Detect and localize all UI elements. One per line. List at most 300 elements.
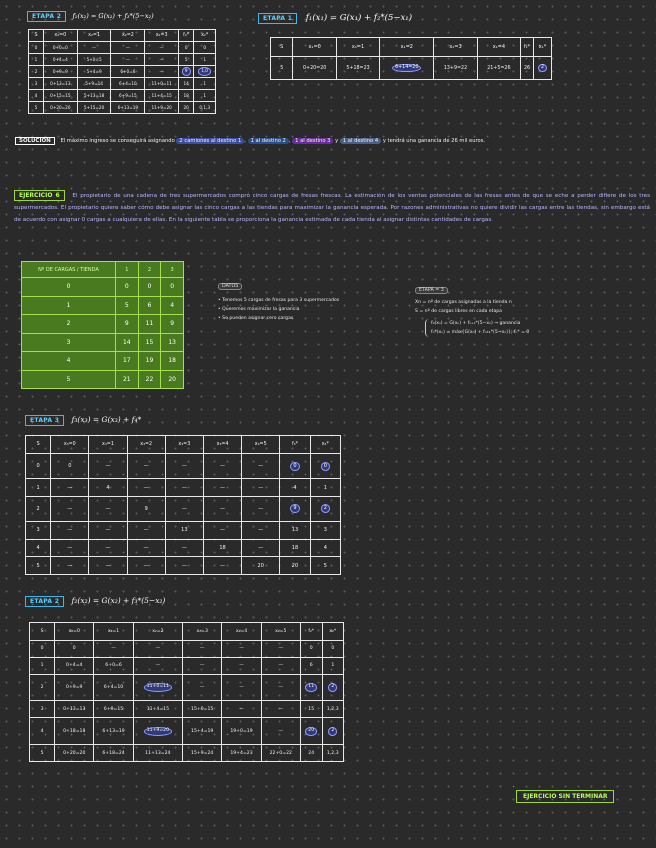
table-cell: 0+15=15 bbox=[43, 90, 77, 102]
table-cell: 11+13=24 bbox=[133, 745, 182, 762]
table-cell: — bbox=[111, 42, 145, 54]
solution-sep: , bbox=[244, 138, 246, 144]
stage-formula: f₃(x₃) = G(x₃) + f₄* bbox=[71, 415, 142, 424]
column-header: 2 bbox=[138, 262, 161, 278]
table-cell: 1 bbox=[310, 479, 340, 497]
table-cell: 13 bbox=[280, 522, 310, 540]
table-cell: — bbox=[89, 496, 127, 521]
table-cell: 2 bbox=[22, 315, 116, 333]
column-header: x₂=2 bbox=[133, 623, 182, 641]
column-header: x₃=3 bbox=[165, 436, 203, 454]
table-cell: — bbox=[145, 66, 179, 78]
table-row bbox=[30, 745, 344, 762]
table-cell: 3 bbox=[310, 522, 340, 540]
note-line: Xn = nº de cargas asignadas a la tienda n bbox=[415, 300, 512, 305]
circled-value: 9 bbox=[290, 504, 299, 513]
column-header: x₂* bbox=[322, 623, 343, 641]
table-cell: — bbox=[222, 641, 261, 658]
table-header-row bbox=[22, 262, 184, 278]
table-cell: 9 bbox=[161, 315, 184, 333]
stage-tag: ETAPA 1 bbox=[258, 13, 297, 24]
table-cell: 11+9=20 bbox=[145, 102, 179, 114]
column-header: f₂* bbox=[179, 30, 194, 42]
table-cell: — bbox=[203, 454, 241, 479]
table-row bbox=[29, 102, 216, 114]
column-header: x₁=0 bbox=[293, 38, 336, 57]
circled-value: 2 bbox=[328, 683, 337, 692]
table-cell: 4 bbox=[29, 90, 44, 102]
table-cell: 19 bbox=[138, 352, 161, 370]
table-cell bbox=[300, 718, 322, 745]
column-header: f₂* bbox=[300, 623, 322, 641]
table-cell: 20 bbox=[280, 557, 310, 575]
table-cell: 6+9=15 bbox=[94, 701, 133, 718]
table-cell: 6 bbox=[300, 657, 322, 674]
column-header: x₂=3 bbox=[183, 623, 222, 641]
circled-value: 2 bbox=[538, 64, 547, 73]
table-cell: 0 bbox=[300, 641, 322, 658]
circled-value: 1,0 bbox=[198, 67, 211, 75]
table-cell: 9 bbox=[127, 496, 165, 521]
column-header: x₂=3 bbox=[145, 30, 179, 42]
table-cell: — bbox=[89, 539, 127, 557]
table-cell: 15+0=15 bbox=[183, 701, 222, 718]
table-cell: — bbox=[127, 454, 165, 479]
column-header: S bbox=[271, 38, 293, 57]
table-cell: — bbox=[127, 522, 165, 540]
table-cell: 20 bbox=[179, 102, 194, 114]
table-cell: 0 bbox=[55, 641, 94, 658]
table-cell: 0+13=13 bbox=[43, 78, 77, 90]
stage2-table bbox=[29, 622, 344, 762]
exercise-paragraph bbox=[14, 190, 650, 226]
circled-value: 9 bbox=[182, 67, 191, 75]
table-cell: 15 bbox=[300, 701, 322, 718]
table-cell: 1,2,3 bbox=[322, 745, 343, 762]
exercise-label: EJERCICIO 6 bbox=[14, 190, 65, 201]
table-cell: — bbox=[165, 496, 203, 521]
table-cell: — bbox=[222, 701, 261, 718]
solution-sep: , bbox=[288, 138, 291, 144]
table-cell: 11+0=11 bbox=[145, 78, 179, 90]
table-cell bbox=[310, 496, 340, 521]
stage2-small-table bbox=[28, 29, 216, 114]
table-row bbox=[29, 42, 216, 54]
table-cell: 6+18=24 bbox=[94, 745, 133, 762]
column-header: 1 bbox=[115, 262, 138, 278]
table-row bbox=[22, 333, 184, 351]
circled-value: 11+9=20 bbox=[144, 727, 172, 736]
table-cell: 13 bbox=[161, 333, 184, 351]
table-cell: 5 bbox=[115, 296, 138, 314]
circled-value: 2 bbox=[321, 504, 330, 513]
table-cell: — bbox=[242, 454, 280, 479]
table-cell: — bbox=[261, 674, 300, 701]
table-row bbox=[30, 701, 344, 718]
table-cell: — bbox=[242, 522, 280, 540]
table-cell: 0+13=13 bbox=[55, 701, 94, 718]
table-cell: — bbox=[242, 496, 280, 521]
table-row bbox=[22, 315, 184, 333]
note-bullet: • Queremos maximizar la ganancia bbox=[218, 307, 300, 312]
table-row bbox=[29, 66, 216, 78]
table-cell: 5+9=14 bbox=[77, 78, 111, 90]
table-cell: 1 bbox=[30, 657, 55, 674]
table-header-row bbox=[26, 436, 341, 454]
notes-lines bbox=[415, 298, 615, 337]
column-header: S bbox=[30, 623, 55, 641]
table-cell: 5+13=18 bbox=[77, 90, 111, 102]
table-cell: — bbox=[183, 657, 222, 674]
table-cell: 5 bbox=[310, 557, 340, 575]
table-cell: 5+15=20 bbox=[77, 102, 111, 114]
table-cell: 22 bbox=[138, 370, 161, 389]
table-cell: — bbox=[242, 539, 280, 557]
table-row bbox=[30, 674, 344, 701]
solution-line bbox=[15, 136, 651, 146]
note-bullet: • Se pueden asignar cero cargas bbox=[218, 316, 294, 321]
table-cell: 26 bbox=[521, 57, 534, 80]
table-cell: 21 bbox=[115, 370, 138, 389]
table-cell: 6+13=19 bbox=[94, 718, 133, 745]
table-cell: 2 bbox=[26, 496, 51, 521]
column-header: x₂=0 bbox=[55, 623, 94, 641]
table-row bbox=[30, 641, 344, 658]
table-cell: 1 bbox=[29, 54, 44, 66]
table-cell: 2 bbox=[29, 66, 44, 78]
table-cell: — bbox=[183, 641, 222, 658]
table-cell: — bbox=[89, 557, 127, 575]
stage-tag: ETAPA 2 bbox=[27, 11, 66, 22]
table-cell: 0+4=4 bbox=[55, 657, 94, 674]
solution-text: El máximo ingreso se conseguirá asignando bbox=[60, 138, 175, 144]
table-cell: 4 bbox=[310, 539, 340, 557]
table-cell: — bbox=[127, 539, 165, 557]
table-cell: — bbox=[165, 539, 203, 557]
table-cell: 19+4=23 bbox=[222, 745, 261, 762]
notes-list bbox=[218, 296, 368, 323]
table-cell: — bbox=[203, 557, 241, 575]
profit-table bbox=[21, 261, 184, 389]
column-header: x₃* bbox=[310, 436, 340, 454]
table-cell bbox=[133, 718, 182, 745]
table-cell: — bbox=[51, 539, 89, 557]
column-header: f₃* bbox=[280, 436, 310, 454]
table-cell: 0 bbox=[29, 42, 44, 54]
table-cell: — bbox=[183, 674, 222, 701]
table-cell: 6+0=6 bbox=[94, 657, 133, 674]
table-cell: — bbox=[203, 479, 241, 497]
table-cell: 19+0=19 bbox=[222, 718, 261, 745]
table-cell: 0+18=18 bbox=[55, 718, 94, 745]
table-cell: 0 bbox=[51, 454, 89, 479]
table-cell bbox=[310, 454, 340, 479]
table-cell: 21+5=26 bbox=[477, 57, 520, 80]
table-cell: 18 bbox=[161, 352, 184, 370]
table-cell: 20 bbox=[242, 557, 280, 575]
table-cell: — bbox=[77, 42, 111, 54]
table-cell: 6+0=6 bbox=[111, 66, 145, 78]
table-cell: 0+9=9 bbox=[55, 674, 94, 701]
table-cell bbox=[194, 66, 216, 78]
table-cell: — bbox=[51, 479, 89, 497]
column-header: S bbox=[26, 436, 51, 454]
table-cell: 0+20=20 bbox=[43, 102, 77, 114]
table-cell: — bbox=[127, 479, 165, 497]
table-cell: 0+0=0 bbox=[43, 42, 77, 54]
column-header: x₂=1 bbox=[94, 623, 133, 641]
table-row bbox=[26, 557, 341, 575]
stage-tag: ETAPA 2 bbox=[25, 596, 64, 607]
table-cell: — bbox=[51, 522, 89, 540]
table-cell: 13+9=22 bbox=[434, 57, 477, 80]
table-cell bbox=[179, 66, 194, 78]
table-cell: — bbox=[89, 454, 127, 479]
table-cell: — bbox=[133, 641, 182, 658]
column-header: S bbox=[29, 30, 44, 42]
table-cell: 5 bbox=[30, 745, 55, 762]
table-cell: 5 bbox=[26, 557, 51, 575]
table-cell: — bbox=[94, 641, 133, 658]
circled-value: 0 bbox=[321, 462, 330, 471]
note-bullet: • Tenemos 5 cargas de fresas para 3 supermercados bbox=[218, 298, 340, 303]
column-header: x₃=0 bbox=[51, 436, 89, 454]
table-row bbox=[22, 278, 184, 296]
stage2-header bbox=[25, 596, 165, 607]
table-cell: 17 bbox=[115, 352, 138, 370]
table-row bbox=[30, 657, 344, 674]
table-cell: 18 bbox=[280, 539, 310, 557]
circled-value: 6+14=20 bbox=[392, 64, 421, 73]
table-row bbox=[26, 479, 341, 497]
table-cell: 24 bbox=[300, 745, 322, 762]
stage3-table bbox=[25, 435, 341, 575]
table-row bbox=[26, 539, 341, 557]
column-header: x₁* bbox=[534, 38, 552, 57]
table-cell: — bbox=[165, 479, 203, 497]
circled-value: 11 bbox=[305, 683, 317, 692]
table-cell bbox=[534, 57, 552, 80]
highlight-destination-3: 1 al destino 3 bbox=[292, 138, 333, 144]
table-cell: 1 bbox=[322, 657, 343, 674]
table-cell: 1 bbox=[194, 54, 216, 66]
table-cell: 4 bbox=[161, 296, 184, 314]
table-cell: 1 bbox=[194, 78, 216, 90]
table-cell: 6+13=19 bbox=[111, 102, 145, 114]
table-cell: — bbox=[111, 54, 145, 66]
table-cell: 0+4=4 bbox=[43, 54, 77, 66]
circled-value: 0 bbox=[290, 462, 299, 471]
column-header: x₂* bbox=[194, 30, 216, 42]
table-cell: 18 bbox=[179, 90, 194, 102]
table-header-row bbox=[29, 30, 216, 42]
table-cell: 1 bbox=[194, 90, 216, 102]
table-header-row bbox=[30, 623, 344, 641]
column-header: 3 bbox=[161, 262, 184, 278]
note-line: fₙ*(xₙ) = máx{G(xₙ) + fₙ₊₁*(5−xₙ)}; fₙ* = 0 bbox=[431, 330, 530, 335]
table-cell: 5+18=23 bbox=[336, 57, 379, 80]
table-cell: — bbox=[261, 718, 300, 745]
table-cell: 1,2,3 bbox=[322, 701, 343, 718]
table-row bbox=[29, 54, 216, 66]
column-header: x₁=2 bbox=[380, 38, 434, 57]
table-cell: 0+9=9 bbox=[43, 66, 77, 78]
table-cell bbox=[133, 674, 182, 701]
stage-formula: f₂(x₂) = G(x₂) + f₃*(5−x₂) bbox=[72, 12, 154, 20]
exercise-block bbox=[14, 190, 650, 226]
solution-label: SOLUCIÓN bbox=[15, 137, 55, 145]
column-header: x₃=1 bbox=[89, 436, 127, 454]
table-row bbox=[29, 78, 216, 90]
table-cell: — bbox=[89, 522, 127, 540]
table-cell: 5 bbox=[271, 57, 293, 80]
table-row bbox=[29, 90, 216, 102]
table-cell: 0 bbox=[322, 641, 343, 658]
table-cell: 13 bbox=[165, 522, 203, 540]
column-header: x₂=5 bbox=[261, 623, 300, 641]
table-cell: 14 bbox=[115, 333, 138, 351]
table-cell: — bbox=[165, 454, 203, 479]
table-cell bbox=[300, 674, 322, 701]
table-cell: 11+4=15 bbox=[145, 90, 179, 102]
circled-value: 2 bbox=[328, 727, 337, 736]
table-cell: 0 bbox=[22, 278, 116, 296]
column-header: x₃=2 bbox=[127, 436, 165, 454]
table-cell: — bbox=[127, 557, 165, 575]
table-cell: 4 bbox=[22, 352, 116, 370]
table-cell: 5 bbox=[29, 102, 44, 114]
table-cell: — bbox=[165, 557, 203, 575]
table-cell: 1 bbox=[26, 479, 51, 497]
table-cell: 0 bbox=[179, 42, 194, 54]
exercise-text: El propietario de una cadena de tres supermercados compró cinco cargas de fresas frescas. La estimación de los ventas potenciales de las fresas antes de que se eche a perder difiere de los tres supermercados. El propietario quiere saber cómo debe asignar las cinco cargas a las tiendas para maximizar la ganancia esperada. Por razones administrativas no quiere dividir las cargas entre las tiendas, sin embargo está de acuerdo con asignar 0 cargas a cualquiera de ellas. En la siguiente tabla se proporciona la ganancia estimada de cada tienda al asignar distintas cantidades de cargas. bbox=[14, 193, 651, 223]
table-row bbox=[26, 454, 341, 479]
table-cell: 15 bbox=[138, 333, 161, 351]
column-header: x₁=1 bbox=[336, 38, 379, 57]
table-cell: 15+9=24 bbox=[183, 745, 222, 762]
table-cell: 18 bbox=[203, 539, 241, 557]
table-cell: 0 bbox=[115, 278, 138, 296]
stage3-header bbox=[25, 415, 141, 426]
table-cell: 4 bbox=[30, 718, 55, 745]
table-cell: 0 bbox=[30, 641, 55, 658]
table-cell: — bbox=[222, 674, 261, 701]
notes-datos bbox=[218, 272, 368, 323]
table-cell: 20 bbox=[161, 370, 184, 389]
table-cell: — bbox=[222, 657, 261, 674]
stage-formula: f₁(x₁) = G(x₁) + f₂*(5−x₁) bbox=[305, 13, 413, 23]
table-cell: 6 bbox=[138, 296, 161, 314]
table-cell bbox=[380, 57, 434, 80]
solution-sep: y bbox=[335, 138, 339, 144]
table-cell: 0 bbox=[138, 278, 161, 296]
table-cell: 0 bbox=[194, 42, 216, 54]
table-cell bbox=[322, 718, 343, 745]
unfinished-label: EJERCICIO SIN TERMINAR bbox=[516, 790, 614, 803]
table-row bbox=[22, 352, 184, 370]
table-cell: 15+4=19 bbox=[183, 718, 222, 745]
table-cell: 0 bbox=[26, 454, 51, 479]
table-cell: 6+9=15 bbox=[111, 90, 145, 102]
table-cell: 0+20=20 bbox=[293, 57, 336, 80]
highlight-destination-1: 2 camiones al destino 1 bbox=[176, 138, 244, 144]
table-cell: — bbox=[242, 479, 280, 497]
table-row bbox=[22, 370, 184, 389]
stage2-small-header bbox=[27, 11, 154, 22]
note-line: S = nº de cargas libres en cada etapa bbox=[415, 309, 502, 314]
note-line: f₀(xₙ) = G(xₙ) + fₙ₊₁*(5−xₙ) → ganancia bbox=[431, 321, 521, 326]
table-cell: 0 bbox=[161, 278, 184, 296]
table-cell: 11+4=15 bbox=[133, 701, 182, 718]
table-cell: 3 bbox=[30, 701, 55, 718]
table-cell: — bbox=[261, 657, 300, 674]
table-cell: 4 bbox=[26, 539, 51, 557]
recurrence-brace bbox=[425, 319, 615, 337]
solution-text-end: y tendrá una ganancia de 26 mil euros. bbox=[382, 138, 486, 144]
table-cell: 9 bbox=[115, 315, 138, 333]
stage1-table bbox=[270, 37, 552, 80]
table-cell: 4 bbox=[89, 479, 127, 497]
column-header: x₂=0 bbox=[43, 30, 77, 42]
table-cell: 5+0=5 bbox=[77, 54, 111, 66]
table-row bbox=[30, 718, 344, 745]
notes-title: ETAPA = 3 bbox=[415, 287, 448, 294]
table-cell: — bbox=[51, 557, 89, 575]
table-cell: 14 bbox=[179, 78, 194, 90]
circled-value: 11+0=11 bbox=[144, 683, 172, 692]
column-header: x₂=2 bbox=[111, 30, 145, 42]
table-cell: — bbox=[261, 641, 300, 658]
highlight-destination-2: 1 al destino 2 bbox=[248, 138, 289, 144]
table-cell: 11 bbox=[138, 315, 161, 333]
table-cell: — bbox=[145, 54, 179, 66]
table-cell bbox=[280, 454, 310, 479]
table-cell: — bbox=[203, 496, 241, 521]
table-cell bbox=[280, 496, 310, 521]
table-cell: — bbox=[145, 42, 179, 54]
table-cell: — bbox=[133, 657, 182, 674]
column-header: x₁=3 bbox=[434, 38, 477, 57]
stage1-header bbox=[258, 13, 412, 24]
notes-etapas bbox=[415, 276, 615, 337]
table-cell: 5 bbox=[179, 54, 194, 66]
table-cell: 3 bbox=[26, 522, 51, 540]
table-row bbox=[22, 296, 184, 314]
column-header: x₁=4 bbox=[477, 38, 520, 57]
table-cell: 1 bbox=[22, 296, 116, 314]
column-header: f₁* bbox=[521, 38, 534, 57]
column-header: x₃=4 bbox=[203, 436, 241, 454]
table-cell: 22+0=22 bbox=[261, 745, 300, 762]
table-header-row bbox=[271, 38, 552, 57]
column-header: x₃=5 bbox=[242, 436, 280, 454]
table-cell: 5+4=9 bbox=[77, 66, 111, 78]
stage-tag: ETAPA 3 bbox=[25, 415, 64, 426]
table-row bbox=[26, 496, 341, 521]
table-cell: — bbox=[261, 701, 300, 718]
table-cell: 3 bbox=[22, 333, 116, 351]
circled-value: 20 bbox=[305, 727, 317, 736]
column-header: x₂=1 bbox=[77, 30, 111, 42]
table-cell: 5 bbox=[22, 370, 116, 389]
column-header: x₂=4 bbox=[222, 623, 261, 641]
column-header: Nº DE CARGAS / TIENDA bbox=[22, 262, 116, 278]
highlight-destination-4: 1 al destino 4 bbox=[340, 138, 381, 144]
table-cell: — bbox=[51, 496, 89, 521]
table-cell: 0,1,3 bbox=[194, 102, 216, 114]
table-cell: 3 bbox=[29, 78, 44, 90]
table-cell: 6+4=10 bbox=[111, 78, 145, 90]
